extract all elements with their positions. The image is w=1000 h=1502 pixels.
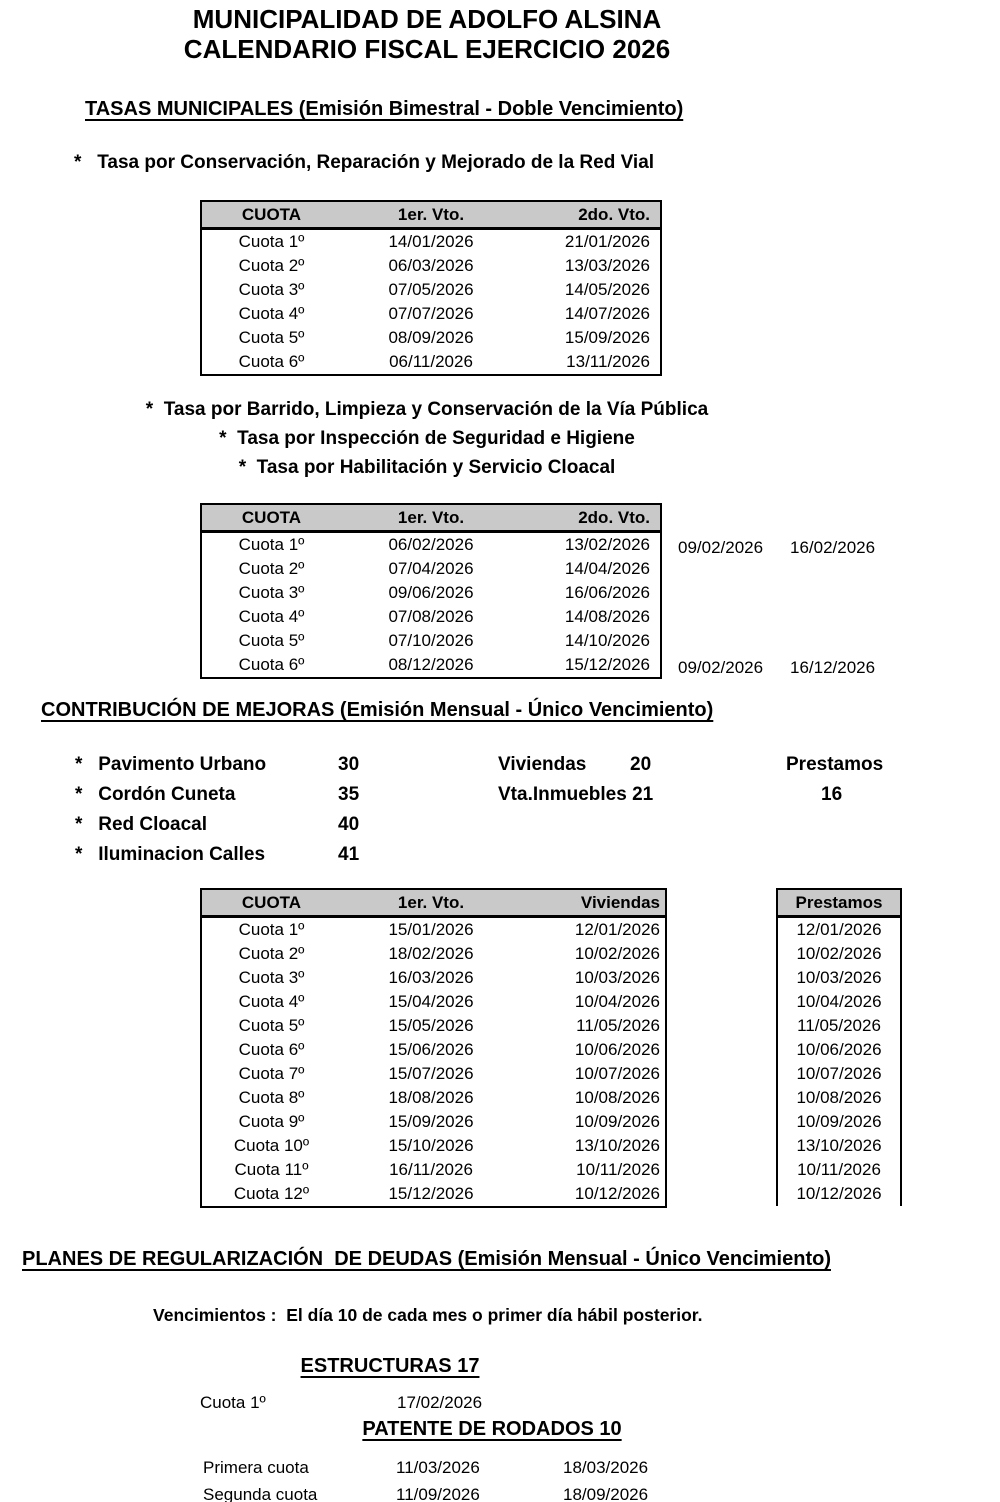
bullet-red-vial: * Tasa por Conservación, Reparación y Mejorado de la Red Vial [74, 152, 655, 173]
vto2-cell: 15/12/2026 [564, 655, 650, 674]
table-row [201, 1086, 666, 1110]
viviendas-code: 20 [630, 754, 652, 775]
cuota-cell: Cuota 4º [238, 607, 305, 626]
extra-date-row6-a: 09/02/2026 [678, 658, 764, 677]
cuota-cell: Cuota 11º [234, 1160, 309, 1179]
vto1-cell: 07/10/2026 [388, 631, 474, 650]
col-header-2do-vto: 2do. Vto. [521, 504, 661, 532]
table-row [201, 605, 661, 629]
mejoras-table [200, 888, 667, 1208]
table-row [201, 1182, 666, 1207]
vto1-cell: 08/12/2026 [388, 655, 474, 674]
vto1-cell: 07/07/2026 [388, 304, 474, 323]
extra-date-row1-b: 16/02/2026 [790, 538, 876, 557]
estructuras-heading-wrap [0, 1354, 780, 1378]
table-row [201, 653, 661, 678]
table-header-row [201, 201, 661, 229]
vto2-cell: 14/07/2026 [564, 304, 650, 323]
mejoras-item-code: 40 [338, 814, 360, 835]
vto2-cell: 14/04/2026 [564, 559, 650, 578]
table-row [201, 557, 661, 581]
table-header-row [201, 504, 661, 532]
patente-heading-wrap [0, 1417, 984, 1441]
vto2-cell: 13/03/2026 [564, 256, 650, 275]
cuota-cell: Cuota 1º [238, 232, 305, 251]
table-row [201, 1110, 666, 1134]
col-header-cuota: CUOTA [201, 201, 341, 229]
table-row [201, 1158, 666, 1182]
vto1-cell: 15/12/2026 [388, 1184, 474, 1203]
via-publica-table [200, 503, 662, 679]
document-title: MUNICIPALIDAD DE ADOLFO ALSINA [192, 4, 662, 34]
viviendas-cell: 13/10/2026 [574, 1136, 660, 1155]
prestamos-column-header: Prestamos [776, 888, 902, 918]
table-row [201, 278, 661, 302]
table-header-row [201, 889, 666, 917]
extra-date-row6-b: 16/12/2026 [790, 658, 876, 677]
viviendas-cell: 10/08/2026 [574, 1088, 660, 1107]
table-row [201, 629, 661, 653]
table-row [201, 229, 661, 255]
section-heading-mejoras: CONTRIBUCIÓN DE MEJORAS (Emisión Mensual - Único Vencimiento) [41, 699, 714, 721]
prestamos-cell: 13/10/2026 [796, 1136, 882, 1155]
mejoras-item-label: * Cordón Cuneta [75, 784, 236, 805]
cuota-cell: Cuota 2º [238, 559, 305, 578]
vto1-cell: 15/05/2026 [388, 1016, 474, 1035]
viviendas-cell: 10/07/2026 [574, 1064, 660, 1083]
vto2-cell: 13/11/2026 [566, 352, 650, 371]
vto1-cell: 09/06/2026 [388, 583, 474, 602]
mejoras-item-label: * Iluminacion Calles [75, 844, 266, 865]
patente-row-label: Primera cuota [203, 1458, 309, 1477]
col-header-1er-vto: 1er. Vto. [341, 201, 521, 229]
viviendas-cell: 10/11/2026 [576, 1160, 660, 1179]
cuota-cell: Cuota 9º [238, 1112, 305, 1131]
col-header-cuota: CUOTA [201, 504, 341, 532]
cuota-cell: Cuota 12º [233, 1184, 310, 1203]
mejoras-item-code: 35 [338, 784, 360, 805]
document-subtitle: CALENDARIO FISCAL EJERCICIO 2026 [183, 34, 671, 64]
col-header-1er-vto: 1er. Vto. [341, 889, 521, 917]
prestamos-cell: 12/01/2026 [796, 920, 882, 939]
cuota-cell: Cuota 5º [238, 1016, 305, 1035]
viviendas-cell: 10/02/2026 [574, 944, 660, 963]
prestamos-code: 16 [821, 784, 843, 805]
vto1-cell: 08/09/2026 [388, 328, 474, 347]
viviendas-cell: 10/03/2026 [574, 968, 660, 987]
vto1-cell: 06/02/2026 [388, 535, 474, 554]
tasas-bullets-group [0, 395, 854, 482]
viviendas-cell: 10/12/2026 [574, 1184, 660, 1203]
table-row [201, 254, 661, 278]
vto2-cell: 14/05/2026 [564, 280, 650, 299]
cuota-cell: Cuota 1º [238, 920, 305, 939]
viviendas-label: Viviendas [498, 754, 587, 775]
col-header-1er-vto: 1er. Vto. [341, 504, 521, 532]
patente-date1: 11/03/2026 [396, 1458, 480, 1477]
table-row [201, 1062, 666, 1086]
cuota-cell: Cuota 6º [238, 655, 305, 674]
cuota-cell: Cuota 6º [238, 352, 305, 371]
cuota-cell: Cuota 2º [238, 256, 305, 275]
cuota-cell: Cuota 2º [238, 944, 305, 963]
vencimientos-note: Vencimientos : El día 10 de cada mes o primer día hábil posterior. [153, 1305, 703, 1325]
vto1-cell: 06/11/2026 [389, 352, 473, 371]
prestamos-cell: 10/12/2026 [796, 1184, 882, 1203]
red-vial-table [200, 200, 662, 376]
vto1-cell: 18/08/2026 [388, 1088, 474, 1107]
cuota-cell: Cuota 5º [238, 328, 305, 347]
table-row [201, 532, 661, 558]
cuota-cell: Cuota 1º [238, 535, 305, 554]
cuota-cell: Cuota 3º [238, 583, 305, 602]
vta-inmuebles-line: Vta.Inmuebles 21 [498, 784, 654, 805]
vto2-cell: 21/01/2026 [564, 232, 650, 251]
patente-row-label: Segunda cuota [203, 1485, 318, 1502]
document-title-block [0, 4, 854, 64]
prestamos-cell: 10/02/2026 [796, 944, 882, 963]
cuota-cell: Cuota 4º [238, 992, 305, 1011]
extra-date-row1-a: 09/02/2026 [678, 538, 764, 557]
vto2-cell: 13/02/2026 [564, 535, 650, 554]
vto1-cell: 15/09/2026 [388, 1112, 474, 1131]
estructuras-heading: ESTRUCTURAS 17 [300, 1355, 480, 1377]
viviendas-cell: 11/05/2026 [576, 1016, 660, 1035]
viviendas-cell: 10/09/2026 [574, 1112, 660, 1131]
col-header-cuota: CUOTA [201, 889, 341, 917]
vto1-cell: 15/10/2026 [388, 1136, 474, 1155]
bullet-barrido: * Tasa por Barrido, Limpieza y Conservación de la Vía Pública [145, 399, 709, 420]
estructuras-cuota-date: 17/02/2026 [397, 1393, 483, 1412]
table-row [201, 942, 666, 966]
table-row [201, 990, 666, 1014]
prestamos-label: Prestamos [786, 754, 884, 775]
estructuras-cuota-label: Cuota 1º [200, 1393, 266, 1412]
mejoras-item-code: 30 [338, 754, 360, 775]
table-row [201, 350, 661, 375]
prestamos-column [776, 918, 902, 1206]
mejoras-item-code: 41 [338, 844, 360, 865]
cuota-cell: Cuota 10º [233, 1136, 310, 1155]
prestamos-cell: 10/03/2026 [796, 968, 882, 987]
bullet-inspeccion: * Tasa por Inspección de Seguridad e Higiene [219, 428, 635, 449]
col-header-2do-vto: 2do. Vto. [521, 201, 661, 229]
viviendas-cell: 12/01/2026 [574, 920, 660, 939]
table-row [201, 1038, 666, 1062]
prestamos-cell: 10/08/2026 [796, 1088, 882, 1107]
cuota-cell: Cuota 3º [238, 280, 305, 299]
cuota-cell: Cuota 3º [238, 968, 305, 987]
vto1-cell: 15/07/2026 [388, 1064, 474, 1083]
vto1-cell: 07/04/2026 [388, 559, 474, 578]
cuota-cell: Cuota 6º [238, 1040, 305, 1059]
table-row [201, 1014, 666, 1038]
vto2-cell: 15/09/2026 [564, 328, 650, 347]
patente-date1: 11/09/2026 [396, 1485, 480, 1502]
vto2-cell: 14/08/2026 [564, 607, 650, 626]
prestamos-cell: 10/06/2026 [796, 1040, 882, 1059]
prestamos-cell: 10/11/2026 [797, 1160, 881, 1179]
viviendas-cell: 10/06/2026 [574, 1040, 660, 1059]
vto1-cell: 15/06/2026 [388, 1040, 474, 1059]
table-row [201, 1134, 666, 1158]
prestamos-cell: 11/05/2026 [797, 1016, 881, 1035]
table-row [201, 966, 666, 990]
viviendas-cell: 10/04/2026 [574, 992, 660, 1011]
cuota-cell: Cuota 8º [238, 1088, 305, 1107]
vto1-cell: 15/01/2026 [388, 920, 474, 939]
table-row [201, 326, 661, 350]
vto1-cell: 16/03/2026 [388, 968, 474, 987]
table-row [201, 302, 661, 326]
bullet-habilitacion: * Tasa por Habilitación y Servicio Cloacal [238, 457, 616, 478]
vto1-cell: 07/05/2026 [388, 280, 474, 299]
vto1-cell: 15/04/2026 [388, 992, 474, 1011]
vto2-cell: 16/06/2026 [564, 583, 650, 602]
vto1-cell: 07/08/2026 [388, 607, 474, 626]
patente-date2: 18/03/2026 [563, 1458, 649, 1477]
vto1-cell: 06/03/2026 [388, 256, 474, 275]
table-row [201, 917, 666, 943]
vto2-cell: 14/10/2026 [564, 631, 650, 650]
cuota-cell: Cuota 5º [238, 631, 305, 650]
section-heading-planes: PLANES DE REGULARIZACIÓN DE DEUDAS (Emisión Mensual - Único Vencimiento) [22, 1248, 831, 1270]
table-row [201, 581, 661, 605]
mejoras-item-label: * Red Cloacal [75, 814, 207, 835]
prestamos-cell: 10/09/2026 [796, 1112, 882, 1131]
vto1-cell: 18/02/2026 [388, 944, 474, 963]
section-heading-tasas: TASAS MUNICIPALES (Emisión Bimestral - Doble Vencimiento) [85, 98, 684, 120]
mejoras-item-label: * Pavimento Urbano [75, 754, 267, 775]
vto1-cell: 14/01/2026 [388, 232, 474, 251]
prestamos-cell: 10/07/2026 [796, 1064, 882, 1083]
cuota-cell: Cuota 7º [238, 1064, 305, 1083]
patente-date2: 18/09/2026 [563, 1485, 649, 1502]
patente-heading: PATENTE DE RODADOS 10 [362, 1418, 622, 1440]
vto1-cell: 16/11/2026 [389, 1160, 473, 1179]
col-header-viviendas: Viviendas [521, 889, 666, 917]
cuota-cell: Cuota 4º [238, 304, 305, 323]
prestamos-cell: 10/04/2026 [796, 992, 882, 1011]
